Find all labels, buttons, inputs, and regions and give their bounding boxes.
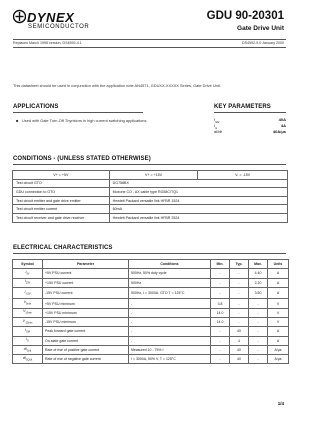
datasheet-reference: DS4592-5.0 January 2000 (242, 41, 284, 45)
symbol-cell (13, 327, 43, 336)
units-cell: A (268, 269, 289, 278)
key-parameter-symbol: I (214, 123, 216, 128)
units-cell: V (268, 308, 289, 317)
max-cell: - (249, 336, 268, 345)
symbol-cell (13, 317, 43, 326)
conditions-row (13, 213, 288, 222)
typ-cell: - (230, 299, 249, 308)
table-row (13, 336, 289, 345)
typ-cell: - (230, 317, 249, 326)
key-parameter-subscript: G (215, 126, 218, 130)
header-divider-top (13, 39, 286, 40)
symbol-subscript: -15V (25, 292, 31, 296)
symbol-cell (13, 345, 43, 354)
conditions-header-cell: V- = -15V (198, 171, 288, 180)
min-cell: - (211, 355, 230, 364)
symbol-text: dI (22, 355, 26, 360)
bullet-icon: ■ (16, 118, 19, 123)
units-cell: A/μs (268, 355, 289, 364)
dynex-logo (13, 9, 103, 33)
condition-value: Moxone CO - AX cable type RG58C/TQ1 (109, 188, 287, 197)
key-parameter-value: 40A/μs (272, 129, 286, 134)
column-header: Units (268, 260, 289, 269)
conditions-row (13, 188, 288, 197)
conditions-header-cell: V+ = +5V (13, 171, 110, 180)
symbol-text: I (26, 337, 28, 342)
max-cell: - (249, 355, 268, 364)
min-cell: 14.0 (211, 308, 230, 317)
units-cell: A (268, 336, 289, 345)
min-cell: - (211, 327, 230, 336)
application-item-text: Used with Gate Turn-Off Thyristors in high current switching applications (22, 118, 147, 123)
typ-cell: 40 (230, 327, 249, 336)
document-subtitle: Gate Drive Unit (237, 25, 284, 32)
conditions-cell: - (129, 308, 211, 317)
conditions-cell: - (129, 327, 211, 336)
conditions-cell: - (129, 299, 211, 308)
key-parameter-symbol: I (214, 117, 216, 122)
symbol-text: I (24, 289, 26, 294)
dynex-logo-mark-icon (13, 9, 26, 24)
conditions-heading: CONDITIONS - (UNLESS STATED OTHERWISE) (13, 156, 151, 162)
conditions-table (12, 170, 288, 223)
page-number: 1/4 (277, 401, 284, 406)
conditions-cell: - (129, 336, 211, 345)
symbol-subscript: -15min (25, 321, 33, 325)
replaces-note: Replaces March 1998 version, DS4592-4.1 (13, 41, 82, 45)
typ-cell: - (230, 278, 249, 287)
key-parameter-subscript: GM (215, 120, 220, 124)
max-cell: 4.40 (249, 269, 268, 278)
symbol-subscript: 5min (26, 302, 32, 306)
units-cell: A (268, 287, 289, 299)
symbol-text: I (25, 328, 27, 333)
symbol-cell (13, 336, 43, 345)
conditions-cell: - (129, 317, 211, 326)
application-item (16, 118, 162, 123)
conditions-cell: 500Hz (129, 278, 211, 287)
condition-label: Test circuit emitter and gate drive emitter (13, 196, 110, 205)
symbol-text: dI (23, 346, 27, 351)
parameter-cell: On-state gate current (43, 336, 129, 345)
max-cell: 3.50 (249, 287, 268, 299)
typ-cell: 40 (230, 345, 249, 354)
symbol-subscript: 5V (26, 272, 30, 276)
table-row (13, 345, 289, 354)
column-header: Typ. (230, 260, 249, 269)
column-header: Max. (249, 260, 268, 269)
typ-cell: 40 (230, 355, 249, 364)
symbol-text: I (25, 270, 27, 275)
parameter-cell: Peak forward gate current (43, 327, 129, 336)
brand-name: DYNEX (27, 10, 75, 25)
min-cell: - (211, 269, 230, 278)
conditions-rule (13, 164, 286, 165)
symbol-cell (13, 287, 43, 299)
parameter-cell: Rate of rise of negative gate current (43, 355, 129, 364)
conditions-row (13, 196, 288, 205)
header-divider-bottom (13, 47, 286, 48)
parameter-cell: -15V PSU current (43, 287, 129, 299)
condition-label: GDU connection to GTO (13, 188, 110, 197)
electrical-header-row (13, 260, 289, 269)
table-row (13, 269, 289, 278)
symbol-subscript: 15V (25, 282, 31, 286)
units-cell: A (268, 278, 289, 287)
condition-label: Test circuit emitter current (13, 205, 110, 214)
max-cell: - (249, 317, 268, 326)
symbol-subscript: GQ/dt (25, 358, 33, 362)
symbol-text: I (24, 279, 26, 284)
applications-rule (13, 112, 143, 113)
column-header: Symbol (13, 260, 43, 269)
condition-value: DG758BX (109, 179, 287, 188)
key-parameters-heading: KEY PARAMETERS (214, 104, 271, 110)
parameter-cell: -15V PSU minimum (43, 317, 129, 326)
document-title: GDU 90-20301 (206, 10, 284, 22)
max-cell: - (249, 299, 268, 308)
symbol-text: V (23, 300, 27, 305)
min-cell: - (211, 278, 230, 287)
units-cell: V (268, 317, 289, 326)
conditions-cell: 500Hz, 50% duty cycle (129, 269, 211, 278)
table-row (13, 299, 289, 308)
key-parameter-value: 4A (280, 123, 286, 128)
units-cell: A (268, 327, 289, 336)
min-cell: - (211, 287, 230, 299)
max-cell: - (249, 308, 268, 317)
symbol-cell (13, 269, 43, 278)
parameter-cell: +15V PSU minimum (43, 308, 129, 317)
table-row (13, 355, 289, 364)
electrical-table (12, 259, 289, 364)
typ-cell: - (230, 287, 249, 299)
conditions-header-row (13, 171, 288, 180)
parameter-cell: Rate of rise of positive gate current (43, 345, 129, 354)
column-header: Conditions (129, 260, 211, 269)
conditions-cell: Measured 10 - 75% I (129, 345, 211, 354)
electrical-table-body (13, 269, 289, 364)
symbol-text: V (23, 309, 26, 314)
brand-tagline: SEMICONDUCTOR (28, 24, 90, 30)
symbol-cell (13, 308, 43, 317)
condition-label: Test circuit receiver and gate drive receiver (13, 213, 110, 222)
electrical-heading: ELECTRICAL CHARACTERISTICS (13, 245, 113, 251)
conditions-cell: I = 3000A, 50% V, T = 125°C (129, 355, 211, 364)
typ-cell: - (230, 269, 249, 278)
symbol-subscript: G (27, 340, 29, 344)
intro-text: This datasheet should be used in conjunction with the application note AN4571, GDUXX-XXXXX Series, Gate Drive Unit. (13, 83, 221, 88)
electrical-rule (13, 253, 286, 254)
table-row (13, 278, 289, 287)
symbol-cell (13, 299, 43, 308)
symbol-cell (13, 278, 43, 287)
table-row (13, 308, 289, 317)
key-parameter-symbol: dI/dt (214, 129, 222, 134)
key-parameters-rule (214, 112, 286, 113)
min-cell: 14.0 (211, 317, 230, 326)
min-cell: 3.8 (211, 299, 230, 308)
symbol-subscript: 15min (25, 312, 32, 316)
symbol-subscript: G/dt (26, 349, 32, 353)
column-header: Parameter (43, 260, 129, 269)
max-cell: 2.20 (249, 278, 268, 287)
conditions-header-cell: V+ = +15V (109, 171, 198, 180)
conditions-row (13, 179, 288, 188)
min-cell: - (211, 336, 230, 345)
condition-value: Hewlett Packard versatile link HFBR 1524 (109, 196, 287, 205)
max-cell: - (249, 345, 268, 354)
key-parameter-row (214, 126, 286, 135)
conditions-row (13, 205, 288, 214)
applications-heading: APPLICATIONS (13, 104, 59, 110)
typ-cell: 4 (230, 336, 249, 345)
condition-value: Hewlett Packard versatile link HFBR 2524 (109, 213, 287, 222)
column-header: Min. (211, 260, 230, 269)
condition-label: Test circuit GTO (13, 179, 110, 188)
table-row (13, 317, 289, 326)
symbol-cell (13, 355, 43, 364)
typ-cell: - (230, 308, 249, 317)
condition-value: 60mA (109, 205, 287, 214)
parameter-cell: +5V PSU current (43, 269, 129, 278)
key-parameter-value: 40A (278, 117, 286, 122)
units-cell: A/μs (268, 345, 289, 354)
units-cell: V (268, 299, 289, 308)
symbol-subscript: GM (26, 330, 30, 334)
symbol-text: V (22, 318, 26, 323)
table-row (13, 327, 289, 336)
parameter-cell: +15V PSU current (43, 278, 129, 287)
max-cell: - (249, 327, 268, 336)
conditions-cell: 500Hz, I = 3000A, GTO T = 125°C (129, 287, 211, 299)
parameter-cell: +5V PSU minimum (43, 299, 129, 308)
table-row (13, 287, 289, 299)
min-cell: - (211, 345, 230, 354)
